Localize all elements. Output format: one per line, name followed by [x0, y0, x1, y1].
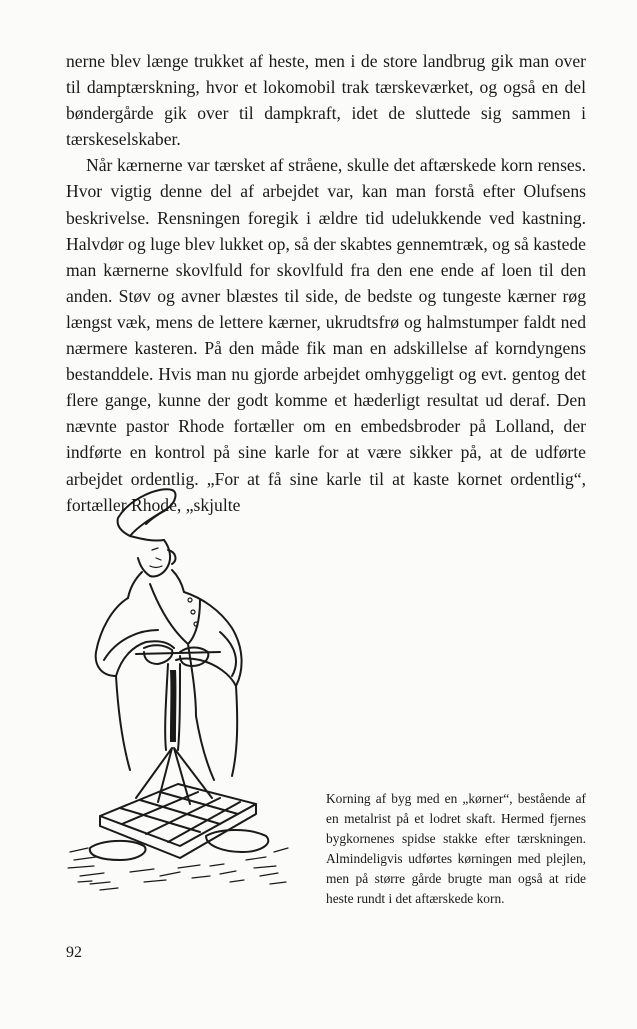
- illustration-drawing: [60, 480, 310, 920]
- illustration-man-with-korner: [60, 480, 310, 920]
- body-text: [66, 48, 586, 518]
- page-number: 92: [66, 944, 82, 961]
- paragraph-1: nerne blev længe trukket af heste, men i de store landbrug gik man over til damptærskning, hvor et lokomobil trak tærskeværket, og også en del bøndergårde gik over til dampkraft, idet de sluttede sig sammen i tærskeselskaber.: [66, 51, 586, 150]
- figure-caption: Korning af byg med en „kørner“, bestående af en metalrist på et lodret skaft. Hermed fjernes bygkornenes spidse stakke efter tærskningen. Almindeligvis udførtes kørningen med plejlen, men på større gårde brugte man også at ride heste rundt i det aftærskede korn.: [326, 791, 586, 906]
- paragraph-2: Når kærnerne var tærsket af stråene, skulle det aftærskede korn renses. Hvor vigtig denne del af arbejdet var, kan man forstå efter Olufsens beskrivelse. Rensningen foregik i ældre tid udelukkende ved kastning. Halvdør og luge blev lukket op, så der skabtes gennemtræk, og så kastede man kærnerne skovlfuld for skovlfuld fra den ene ende af loen til den anden. Støv og avner blæstes til side, de bedste og tungeste kærner røg længst væk, mens de lettere kærner, ukrudtsfrø og halmstumper faldt ned nærmere kasteren. På den måde fik man en adskillelse af korndyngens bestanddele. Hvis man nu gjorde arbejdet omhyggeligt og evt. gentog det flere gange, kunne der godt komme et hæderligt resultat ud deraf. Den nævnte pastor Rhode fortæller om en embedsbroder på Lolland, der indførte en kontrol på sine karle for at være sikker på, at de udførte arbejdet ordentlig. „For at få sine karle til at kaste kornet ordentlig“, fortæller Rhode, „skjulte: [66, 155, 586, 515]
